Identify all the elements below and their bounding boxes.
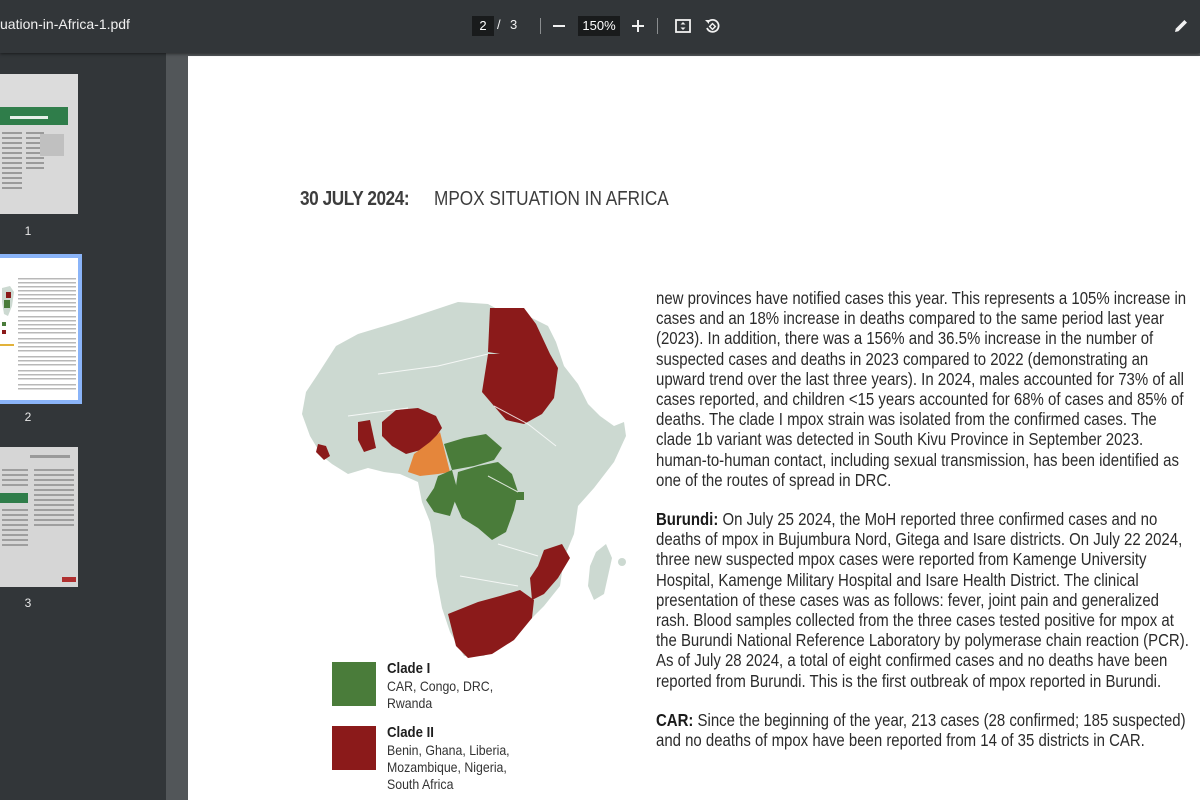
thumbnail-preview: [0, 74, 78, 214]
zoom-in-button[interactable]: [625, 13, 651, 39]
page-thumbnail-2[interactable]: [0, 258, 78, 400]
paragraph-lead: Burundi:: [656, 509, 719, 530]
legend-desc-clade-2: Benin, Ghana, Liberia, Mozambique, Nigeria, South Africa: [387, 742, 510, 792]
rwanda-shape: [516, 492, 524, 500]
thumbnail-preview: [0, 258, 78, 400]
africa-clade-map: [288, 296, 638, 666]
thumbnail-label: 2: [24, 410, 32, 424]
legend-desc-clade-1: CAR, Congo, DRC, Rwanda: [387, 678, 494, 711]
report-body: [656, 288, 1189, 769]
paragraph-burundi: Burundi: On July 25 2024, the MoH reported three confirmed cases and no deaths of mpox in Bujumbura Nord, Gitega and Isare districts. On July 22 2024, three new suspected mpox cases were reported from Kamenge University Hospital, Kamenge Military Hospital and Isare Health District. The clinical presentation of these cases was as follows: fever, joint pain and generalized rash. Blood samples collected from the three cases tested positive for mpox at the Burundi National Reference Laboratory by polymerase chain reaction (PCR). As of July 28 2024, a total of eight confirmed cases and no deaths have been reported from Burundi. This is the first outbreak of mpox reported in Burundi.: [656, 509, 1189, 691]
report-title: MPOX SITUATION IN AFRICA: [434, 188, 669, 210]
page-thumbnail-3[interactable]: [0, 447, 78, 587]
paragraph-car: CAR: Since the beginning of the year, 213 cases (28 confirmed; 185 suspected) and no deaths of mpox have been reported from 14 of 35 districts in CAR.: [656, 709, 1186, 751]
fit-to-page-icon: [674, 17, 692, 35]
annotate-button[interactable]: [1168, 13, 1194, 39]
thumbnail-label: 1: [24, 224, 32, 238]
report-date: 30 JULY 2024:: [300, 188, 410, 210]
plus-icon: [631, 19, 645, 33]
paragraph-lead: CAR:: [656, 709, 694, 730]
thumbnail-label: 3: [24, 596, 32, 610]
legend-swatch-clade-1: [332, 662, 376, 706]
legend-title-clade-2: Clade II: [387, 724, 434, 741]
zoom-out-button[interactable]: [546, 13, 572, 39]
madagascar-shape: [588, 544, 612, 600]
island-shape: [618, 558, 626, 566]
rotate-button[interactable]: [699, 13, 725, 39]
page-thumbnail-1[interactable]: [0, 74, 78, 214]
viewer-gutter: [166, 53, 188, 800]
legend-swatch-clade-2: [332, 726, 376, 770]
pencil-icon: [1172, 17, 1190, 35]
fit-page-button[interactable]: [670, 13, 696, 39]
zoom-input[interactable]: 150%: [578, 16, 620, 36]
page-separator: /: [497, 17, 501, 32]
thumbnail-sidebar: [0, 53, 166, 800]
total-pages: 3: [510, 17, 518, 32]
rotate-counterclockwise-icon: [703, 17, 721, 35]
current-page-input[interactable]: 2: [472, 16, 494, 36]
minus-icon: [552, 19, 566, 33]
document-page: [188, 56, 1200, 800]
paragraph-drc: new provinces have notified cases this year. This represents a 105% increase in cases and an 18% increase in deaths compared to the same period last year (2023). In addition, there was a 156% and 36.5% increase in the number of suspected cases and deaths in 2023 compared to 2022 (demonstrating an upward trend over the last three years). In 2024, males accounted for 73% of all cases reported, and children <15 years accounted for 68% of cases and 85% of deaths. The clade I mpox strain was isolated from the confirmed cases. The clade 1b variant was detected in South Kivu Province in September 2023. human-to-human contact, including sexual transmission, has been identified as one of the routes of spread in DRC.: [656, 288, 1187, 490]
toolbar-divider: [540, 18, 541, 34]
pdf-toolbar: [0, 0, 1200, 53]
thumbnail-preview: [0, 447, 78, 587]
toolbar-divider: [657, 18, 658, 34]
document-filename: uation-in-Africa-1.pdf: [0, 16, 130, 32]
legend-title-clade-1: Clade I: [387, 660, 431, 677]
